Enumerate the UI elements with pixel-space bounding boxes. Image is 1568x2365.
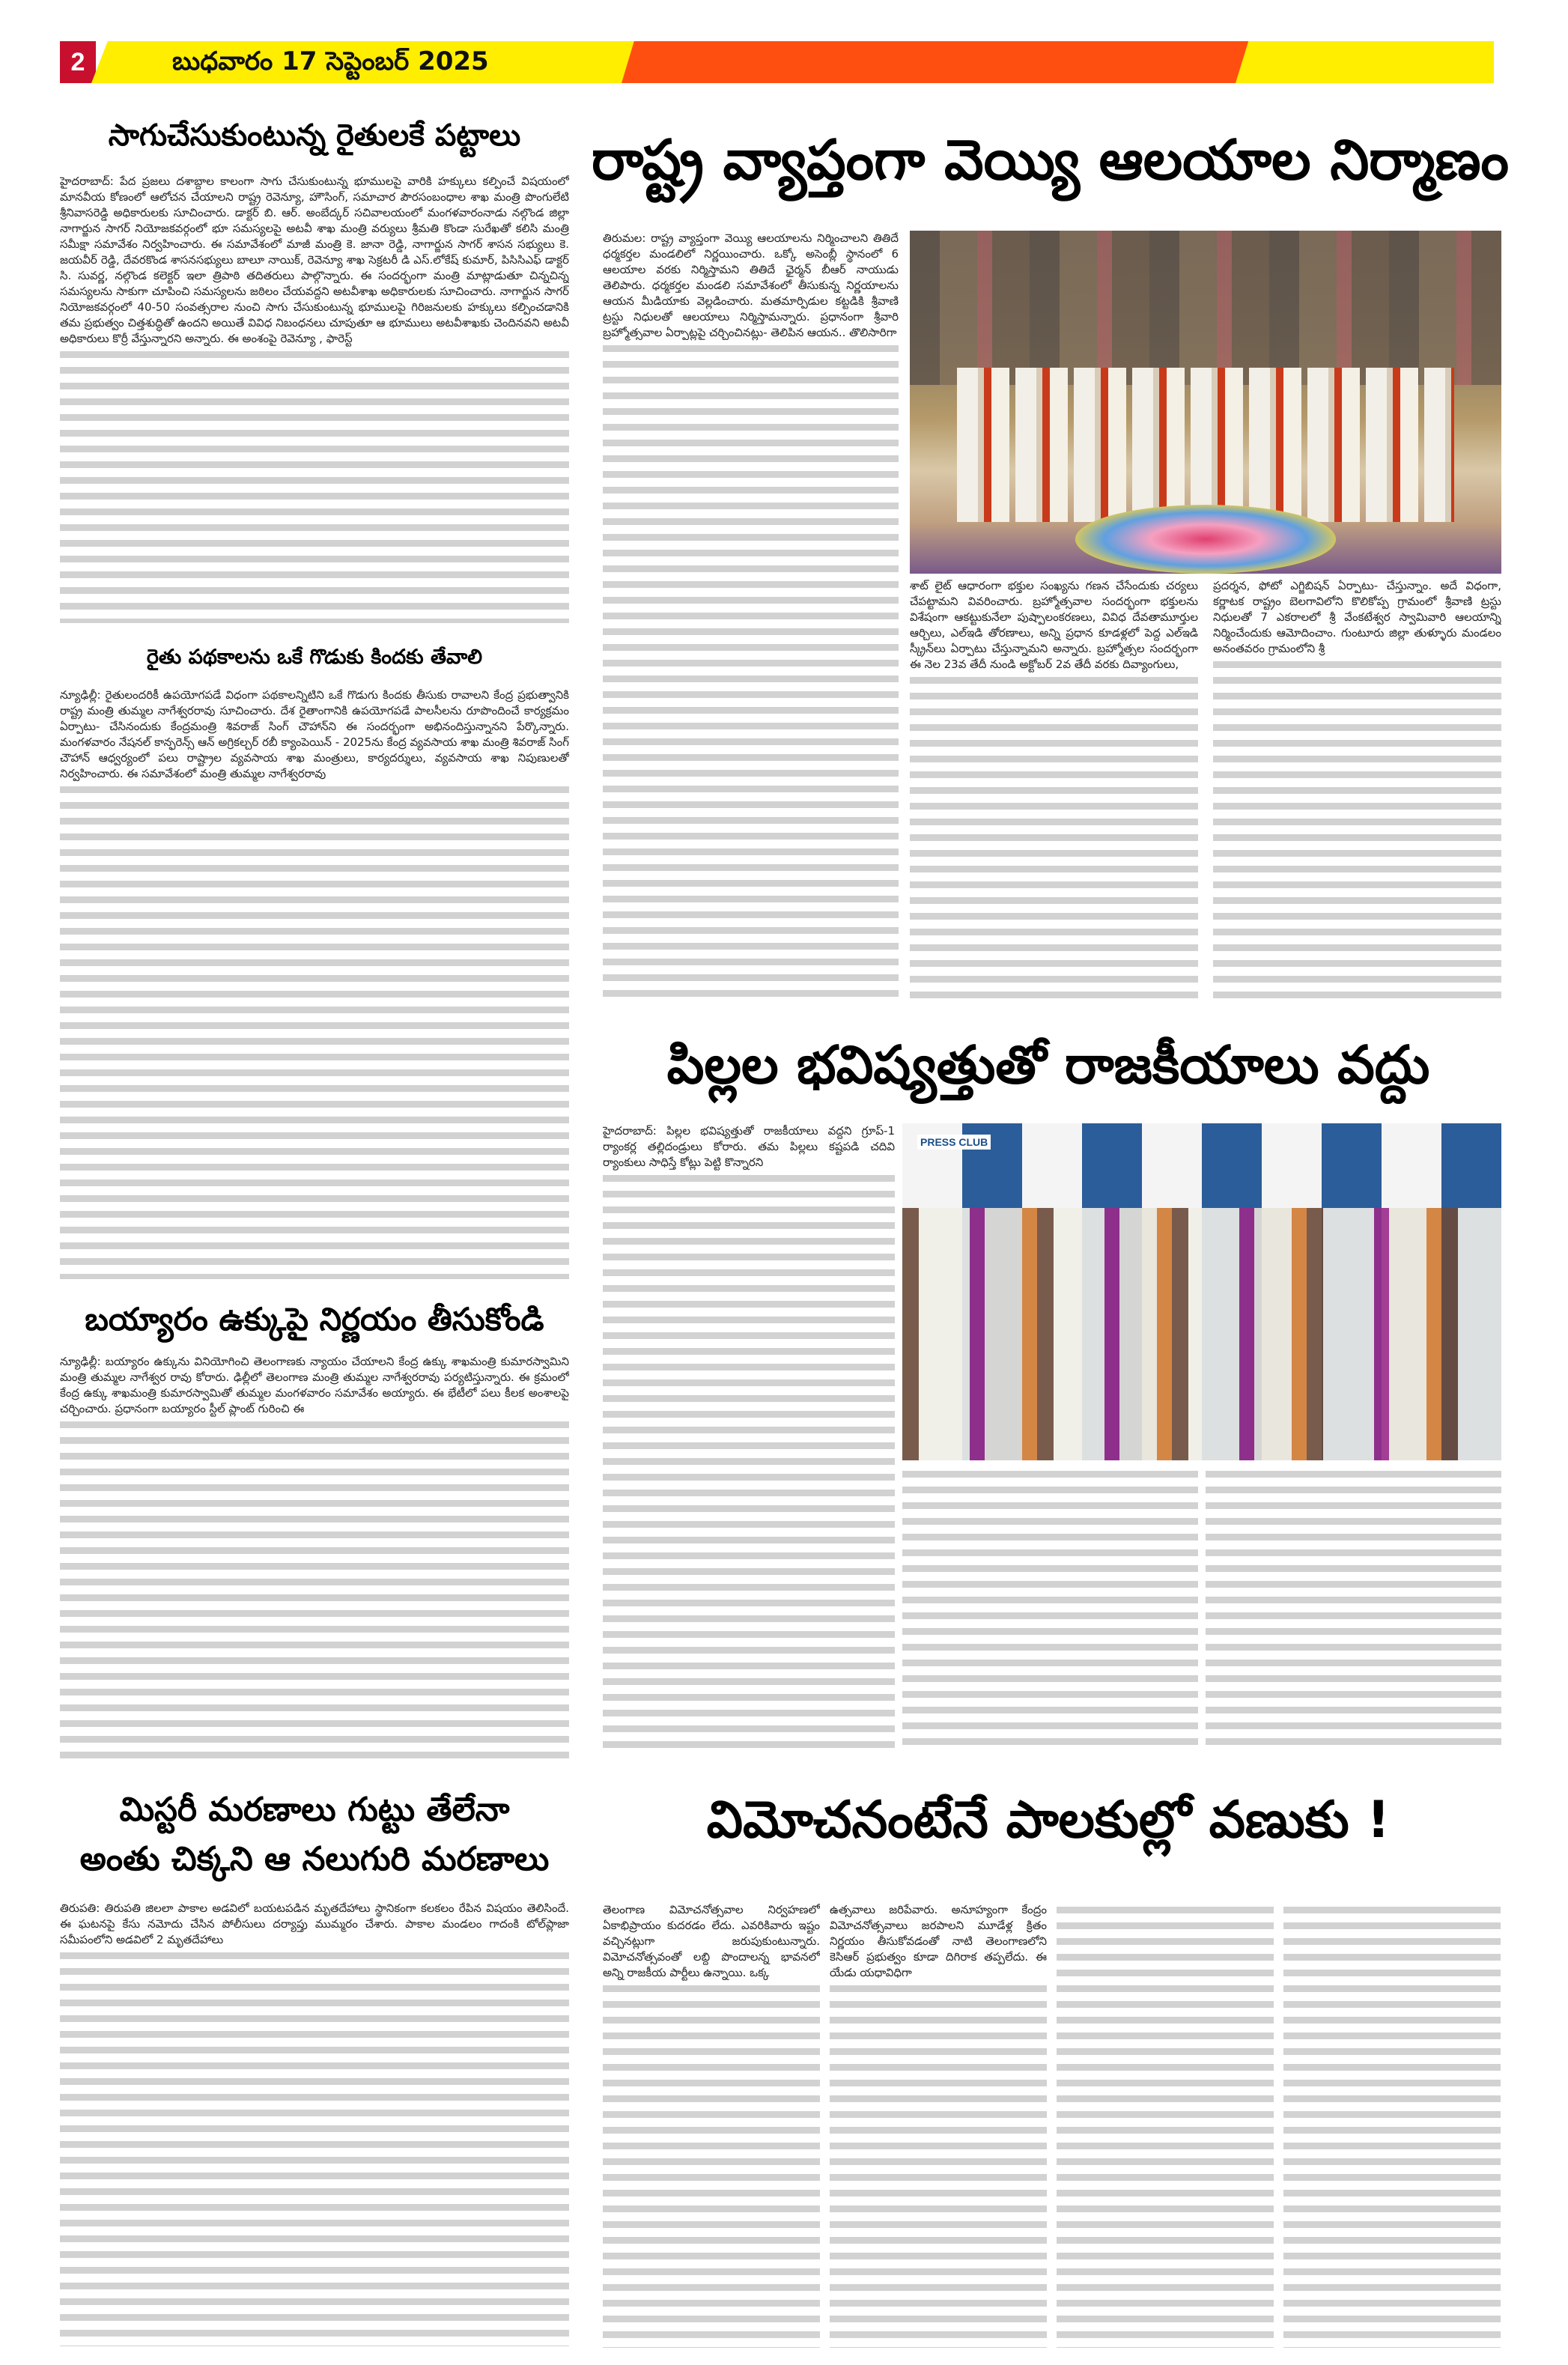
text-continuation (603, 1985, 820, 2348)
header-band-yellow-right (1236, 41, 1494, 83)
article-text: తిరుపతి: తిరుపతి జిలలా పాకాల అడవిలో బయటపడిన మృతదేహాలు స్థానికంగా కలకలం రేపిన విషయం తెలిసిందే. ఈ ఘటనపై కేసు నమోదు చేసిన పోలీసులు దర్యాప్తు ముమ్మరం చేశారు. పాకాల మండలం గాదంకి టోల్‌ప్లాజా సమీపంలోని అడవిలో 2 మృతదేహాలు (60, 1901, 569, 1946)
article-body-col3 (1206, 1466, 1501, 1751)
article-text: ప్రదర్శన, ఫోటో ఎగ్జిబిషన్ ఏర్పాటు- చేస్తున్నాం. అదే విధంగా, కర్ణాటక రాష్ట్రం బెలగావిలోని కొలికోప్ప గ్రామంలో శ్రీవాణి ట్రస్టు నిధులతో 7 ఎకరాలలో శ్రీ వేంకటేశ్వర స్వామివారి ఆలయాన్ని నిర్మించేందుకు ఆమోదించాం. గుంటూరు జిల్లా తుళ్ళూరు మండలం అనంతవరం గ్రామంలోని శ్రీ (1213, 579, 1501, 655)
article-text: హైదరాబాద్: పిల్లల భవిష్యత్తుతో రాజకీయాలు వద్దని గ్రూప్-1 ర్యాంకర్ల తల్లిదండ్రులు కోరారు. తమ పిల్లలు కష్టపడి చదివి ర్యాంకులు సాధిస్తే కోట్లు పెట్టి కొన్నారని (603, 1124, 895, 1169)
rangoli-floor (1075, 505, 1336, 574)
article-headline: విమోచనంటేనే పాలకుల్లో వణుకు ! (706, 1791, 1391, 1850)
article-headline: బయ్యారం ఉక్కుపై నిర్ణయం తీసుకోండి (85, 1301, 544, 1338)
article-body (603, 231, 899, 1006)
article-text: ఉత్సవాలు జరిపేవారు. అనూహ్యంగా కేంద్రం విమోచనోత్సవాలు జరపాలని మూడేళ్ల క్రితం నిర్ణయం తీసుకోవడంతో నాటి తెలంగాణలోని కెసిఆర్ ప్రభుత్వం కూడా దిగిరాక తప్పలేదు. ఈ యేడు యధావిధిగా (830, 1903, 1047, 1979)
press-club-parents-photo (902, 1123, 1501, 1460)
article-headline-line2: అంతు చిక్కని ఆ నలుగురి మరణాలు (79, 1840, 550, 1878)
article-body (603, 1902, 820, 2348)
article-text: న్యూఢిల్లీ: బయ్యారం ఉక్కును వినియోగించి తెలంగాణకు న్యాయం చేయాలని కేంద్ర ఉక్కు శాఖమంత్రి కుమారస్వామిని మంత్రి తుమ్మల నాగేశ్వర రావు కోరారు. ఢిల్లీలో తెలంగాణ మంత్రి తుమ్మల నాగేశ్వరరావు పర్యటిస్తున్నారు. ఈ క్రమంలో కేంద్ర ఉక్కు శాఖమంత్రి కుమారస్వామితో తుమ్మల మంగళవారం సమావేశం అయ్యారు. ఈ భేటీలో పలు కీలక అంశాలపై చర్చించారు. ప్రధానంగా బయ్యారం స్టీల్ ప్లాంట్ గురించి ఈ (60, 1355, 569, 1415)
page-number: 2 (60, 41, 96, 83)
header-band-orange (622, 41, 1251, 83)
text-continuation (603, 345, 899, 1006)
article-text: శాట్ లైట్ ఆధారంగా భక్తుల సంఖ్యను గణన చేసేందుకు చర్యలు చేపట్టామని వివరించారు. బ్రహ్మోత్సవాల సందర్భంగా భక్తులను విశేషంగా ఆకట్టుకునేలా పుష్పాలంకరణలు, వివిధ దేవతామూర్తుల ఆర్చిలు, ఎల్ఇడి తోరణాలు, అన్ని ప్రధాన కూడళ్లలో పెద్ద ఎల్ఇడి స్క్రీన్‌లు ఏర్పాటు చేస్తున్నామని అన్నారు. బ్రహ్మోత్సల సందర్భంగా ఈ నెల 23వ తేదీ నుండి అక్టోబర్ 2వ తేదీ వరకు దివ్యాంగులు, (910, 579, 1198, 671)
issue-date: బుధవారం 17 సెప్టెంబర్ 2025 (172, 46, 489, 76)
article-text: తిరుమల: రాష్ట్ర వ్యాప్తంగా వెయ్యి ఆలయాలను నిర్మించాలని తితిదే ధర్మకర్తల మండలిలో నిర్ణయించారు. ఒక్కో అసెంబ్లీ స్థానంలో 6 ఆలయాల వరకు నిర్మిస్తామని తితిదే ఛైర్మన్ బీఆర్ నాయుడు తెలిపారు. ధర్మకర్తల మండలి సమావేశంలో తీసుకున్న నిర్ణయాలను ఆయన మీడియాకు వెల్లడించారు. మతమార్పిడుల కట్టడికి శ్రీవాణి ట్రస్టు నిధులతో ఆలయాలు నిర్మిస్తామన్నారు. ప్రధానంగా శ్రీవారి బ్రహ్మోత్సవాల ఏర్పాట్లపై చర్చించినట్లు- తెలిపిన ఆయన.. తొలిసారిగా (603, 231, 899, 339)
people-group (957, 368, 1454, 522)
temple-officials-photo (910, 231, 1501, 574)
article-headline: సాగుచేసుకుంటున్న రైతులకే పట్టాలు (108, 118, 521, 153)
article-body-col4 (1283, 1902, 1501, 2348)
text-continuation (60, 1952, 569, 2346)
text-continuation (60, 786, 569, 1279)
text-continuation (1206, 1471, 1501, 1751)
press-club-banner: PRESS CLUB (917, 1135, 991, 1150)
article-headline: రాష్ట్ర వ్యాప్తంగా వెయ్యి ఆలయాల నిర్మాణం (592, 128, 1510, 192)
text-continuation (830, 1985, 1047, 2348)
article-body-col3 (1213, 578, 1501, 1005)
article-text: హైదరాబాద్: పేద ప్రజలు దశాబ్దాల కాలంగా సాగు చేసుకుంటున్న భూములపై వారికి హక్కులు కల్పించే విషయంలో మానవీయ కోణంలో ఆలోచన చేయాలని రాష్ట్ర రెవెన్యూ, హౌసింగ్, సమాచార పౌరసంబంధాల శాఖ మంత్రి పొంగులేటి శ్రీనివాసరెడ్డి అధికారులకు సూచించారు. డాక్టర్ బి. ఆర్. అంబేద్కర్ సచివాలయంలో మంగళవారంనాడు నల్గొండ జిల్లా నాగార్జున సాగర్ నియోజకవర్గంలో భూ సమస్యలపై అటవీ శాఖ మంత్రి వర్యులు శ్రీమతి కొండా సురేఖతో కలిసి మంత్రి సమీక్షా సమావేశం నిర్వహించారు. ఈ సమావేశంలో మాజీ మంత్రి కె. జానా రెడ్డి, నాగార్జున సాగర్ శాసన సభ్యులు కె. జయవీర్ రెడ్డి, దేవరకొండ శాసనసభ్యులు బాలూ నాయిక్, రెవెన్యూ శాఖ సెక్రటరీ డి ఎస్.లోకేష్ కుమార్, పిసిసిఎఫ్ డాక్టర్ సి. సువర్ణ, నల్గొండ కలెక్టర్ ఇలా త్రిపాఠి తదితరులు పాల్గొన్నారు. ఈ సందర్భంగా మంత్రి మాట్లాడుతూ చిన్నచిన్న సమస్యలను సాకుగా చూపించి సమస్యలను జఠిలం చేయవద్దని అటవీశాఖ అధికారులకు సూచించారు. నాగార్జున సాగర్ నియోజకవర్గంలో 40-50 సంవత్సరాల నుంచి సాగు చేసుకుంటున్న భూములపై గిరిజనులకు హక్కులు కల్పించడానికి తమ ప్రభుత్వం చిత్తశుద్ధితో ఉందని అయితే వివిధ నిబంధనలు చూపుతూ ఆ భూములు అటవీశాఖకు చెందినవని అటవీ అధికారులు కొర్రీ వేస్తున్నారని అన్నారు. ఈ అంశంపై రెవెన్యూ , ఫారెస్ట్ (60, 174, 569, 345)
temple-pillars (910, 231, 1501, 385)
article-headline: మిస్టరీ మరణాలు గుట్టు తేలేనా (119, 1791, 510, 1829)
article-headline: పిల్లల భవిష్యత్తుతో రాజకీయాలు వద్దు (666, 1034, 1430, 1096)
text-continuation (603, 1175, 895, 1752)
text-continuation (902, 1471, 1198, 1751)
article-body (60, 1354, 569, 1758)
text-continuation (60, 351, 569, 623)
article-body-col2 (902, 1466, 1198, 1751)
article-body (603, 1123, 895, 1752)
text-continuation (1213, 661, 1501, 1005)
text-continuation (1057, 1907, 1274, 2348)
article-body-col2 (830, 1902, 1047, 2348)
people-seated (902, 1208, 1501, 1461)
article-body (60, 687, 569, 1279)
article-text: తెలంగాణ విమోచనోత్సవాల నిర్వహణలో ఏకాభిప్రాయం కుదరడం లేదు. ఎవరికివారు ఇష్టం వచ్చినట్లుగా జరుపుకుంటున్నారు. విమోచనోత్సవంతో లబ్ది పొందాలన్న భావనలో అన్ని రాజకీయ పార్టీలు ఉన్నాయి. ఒక్క (603, 1903, 820, 1979)
text-continuation (60, 1421, 569, 1758)
article-text: న్యూఢిల్లీ: రైతులందరికీ ఉపయోగపడే విధంగా పథకాలన్నిటిని ఒకే గొడుగు కిందకు తీసుకు రావాలని కేంద్ర ప్రభుత్వానికి రాష్ట్ర మంత్రి తుమ్మల నాగేశ్వరరావు సూచించారు. దేశ రైతాంగానికి ఉపయోగపడే పాలసీలను రూపొందించే కార్యక్రమం ఏర్పాటు- చేసినందుకు కేంద్రమంత్రి శివరాజ్ సింగ్ చౌహాన్‌ని ఈ సందర్భంగా అభినందిస్తున్నానని పేర్కొన్నారు. మంగళవారం నేషనల్ కాన్ఫరెన్స్ ఆన్ అగ్రికల్చర్ రబీ క్యాంపెయిన్ - 2025ను కేంద్ర వ్యవసాయ శాఖ మంత్రి శివరాజ్ సింగ్ చౌహాన్ ఆధ్వర్యంలో పలు రాష్ట్రాల వ్యవసాయ శాఖ మంత్రులు, కార్యదర్శులు, వ్యవసాయ శాఖ నిపుణులతో నిర్వహించారు. ఈ సమావేశంలో మంత్రి తుమ్మల నాగేశ్వరరావు (60, 688, 569, 780)
article-body (60, 174, 569, 623)
article-body-col3 (1057, 1902, 1274, 2348)
article-body (60, 1901, 569, 2346)
article-body-col2 (910, 578, 1198, 1005)
article-headline: రైతు పథకాలను ఒకే గొడుకు కిందకు తేవాలి (146, 646, 483, 669)
text-continuation (1283, 1907, 1501, 2348)
text-continuation (910, 677, 1198, 1005)
